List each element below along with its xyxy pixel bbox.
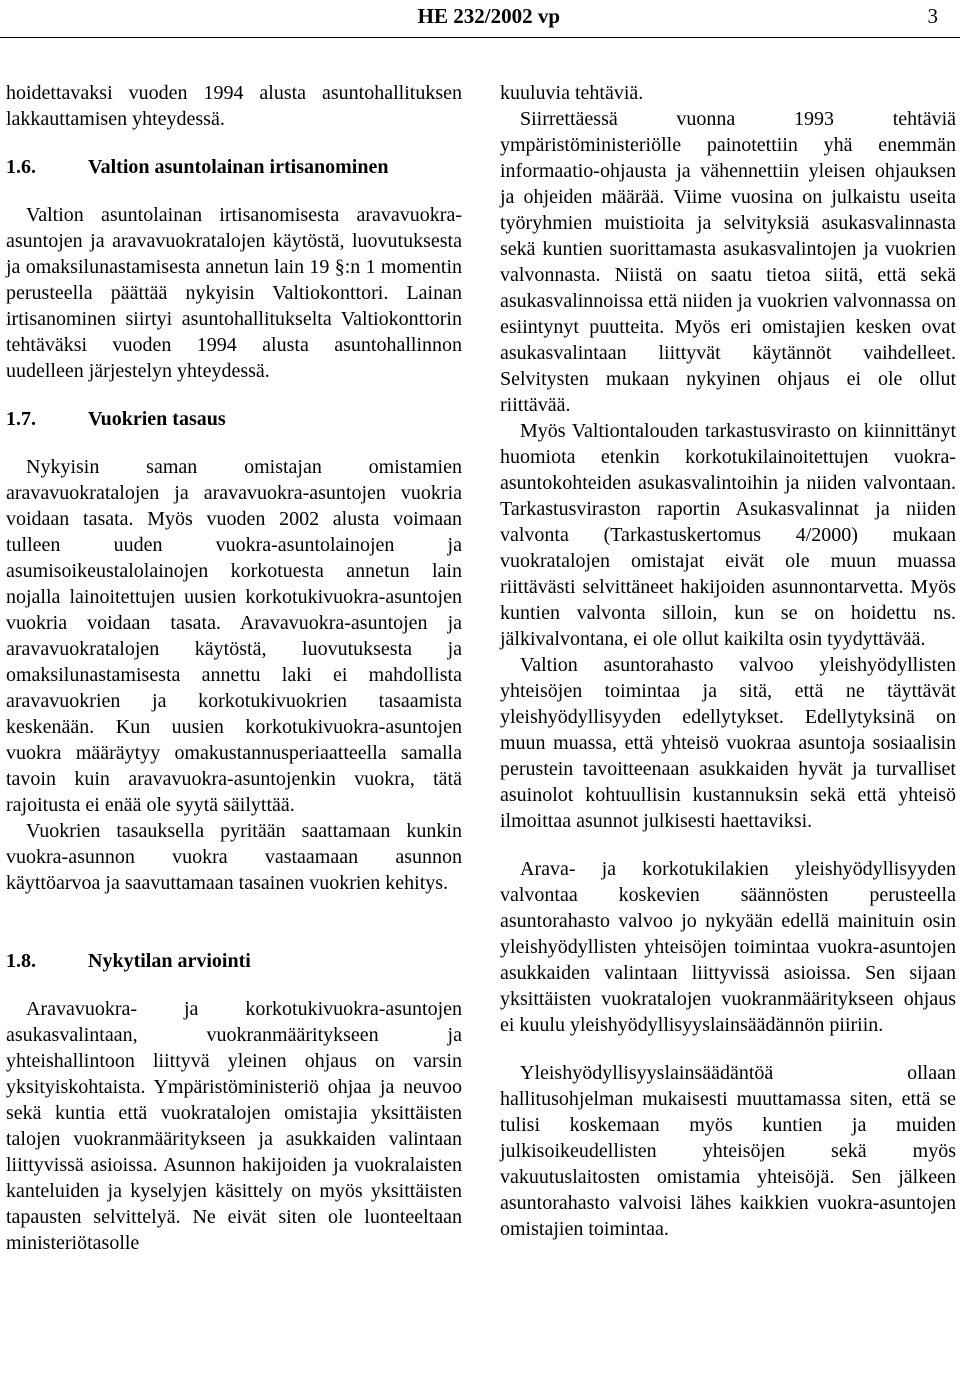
right-column — [500, 80, 956, 1242]
paragraph: Valtion asuntorahasto valvoo yleishyödyllisten yhteisöjen toimintaa ja sitä, että ne täyttävät yleishyödyllisyyden edellytykset. Edellytyksinä on muun muassa, että yhteisö vuokraa asuntoja sosiaalisin perustein tavoitteenaan asukkaiden hyvät ja turvalliset asuinolot kohtuullisin kustannuksin sekä että yhteisö ilmoittaa asunnot julkisesti haettaviksi. — [500, 654, 956, 832]
page-number: 3 — [927, 4, 938, 28]
section-number: 1.8. — [6, 950, 36, 972]
paragraph: Yleishyödyllisyyslainsäädäntöä ollaan hallitusohjelman mukaisesti muuttamassa siten, että se tulisi koskemaan myös kuntien ja muiden julkisoikeudellisten yhteisöjen sekä myös vakuutuslaitosten omistamia yhteisöjä. Sen jälkeen asuntorahasto valvoisi lähes kaikkien vuokra-asuntojen omistajien toimintaa. — [500, 1062, 956, 1240]
paragraph: Myös Valtiontalouden tarkastusvirasto on kiinnittänyt huomiota etenkin korkotukilainoitettujen vuokra-asuntokohteiden asukasvalintoihin ja niiden valvontaan. Tarkastusviraston raportin Asukasvalinnat ja niiden valvonta (Tarkastuskertomus 4/2000) mukaan vuokratalojen omistajat eivät ole muun muassa riittävästi selvittäneet hakijoiden asunnontarvetta. Myös kuntien valvonta silloin, kun se on hoidettu ns. jälkivalvontana, ei ole ollut kaikilta osin tyydyttävää. — [500, 420, 956, 650]
section-number: 1.7. — [6, 408, 36, 430]
section-title: Nykytilan arviointi — [88, 950, 251, 972]
intro-paragraph: hoidettavaksi vuoden 1994 alusta asuntohallituksen lakkauttamisen yhteydessä. — [6, 82, 462, 130]
section-title: Valtion asuntolainan irtisanominen — [88, 156, 389, 178]
paragraph: Nykyisin saman omistajan omistamien aravavuokratalojen ja aravavuokra-asuntojen vuokria voidaan tasata. Myös vuoden 2002 alusta voimaan tulleen uuden vuokra-asuntolainojen ja asumisoikeustalolainojen korkotuesta annetun lain nojalla lainoitettujen uusien korkotukivuokra-asuntojen vuokria voidaan tasata. Aravavuokra-asuntojen ja aravavuokratalojen käytöstä, luovutuksesta ja omaksilunastamisesta annettu laki ei mahdollista aravavuokrien ja korkotukivuokrien tasaamista keskenään. Kun uusien korkotukivuokra-asuntojen vuokra määräytyy omakustannusperiaatteella samalla tavoin kuin aravavuokra-asuntojenkin vuokra, tätä rajoitusta ei enää ole syytä säilyttää. — [6, 456, 462, 816]
paragraph: Aravavuokra- ja korkotukivuokra-asuntojen asukasvalintaan, vuokranmääritykseen ja yhteishallintoon liittyvä yleinen ohjaus on varsin yksityiskohtaista. Ympäristöministeriö ohjaa ja neuvoo sekä kuntia että vuokratalojen omistajia yksittäisten talojen vuokranmääritykseen ja asukkaiden valintaan liittyvissä asioissa. Asunnon hakijoiden ja vuokralaisten kanteluiden ja kyselyjen käsittely on myös yksittäisten tapausten selvittelyä. Ne eivät siten ole luonteeltaan ministeriötasolle — [6, 998, 462, 1254]
section-number: 1.6. — [6, 156, 36, 178]
paragraph: Valtion asuntolainan irtisanomisesta aravavuokra-asuntojen ja aravavuokratalojen käytöstä, luovutuksesta ja omaksilunastamisesta annetun lain 19 §:n 1 momentin perusteella päättää nykyisin Valtiokonttori. Lainan irtisanominen siirtyi asuntohallitukselta Valtiokonttorin tehtäväksi vuoden 1994 alusta asuntohallinnon uudelleen järjestelyn yhteydessä. — [6, 204, 462, 382]
left-column — [6, 80, 462, 1256]
paragraph: Arava- ja korkotukilakien yleishyödyllisyyden valvontaa koskevien säännösten perusteella asuntorahasto valvoo jo nykyään edellä mainituin osin yleishyödyllisten yhteisöjen toimintaa vuokra-asuntojen asukkaiden valintaan liittyvissä asioissa. Sen sijaan yksittäisten vuokratalojen vuokranmääritykseen ohjaus ei kuulu yleishyödyllisyyslainsäädännön piiriin. — [500, 858, 956, 1036]
header-rule — [0, 37, 960, 38]
document-id: HE 232/2002 vp — [417, 4, 560, 28]
section-heading-1-8 — [6, 948, 462, 974]
page-header — [0, 0, 960, 40]
section-title: Vuokrien tasaus — [88, 408, 226, 430]
continuation-text: kuuluvia tehtäviä. — [500, 82, 644, 104]
section-heading-1-7 — [6, 406, 462, 432]
section-heading-1-6 — [6, 154, 462, 180]
paragraph: Siirrettäessä vuonna 1993 tehtäviä ympäristöministeriölle painotettiin yhä enemmän informaatio-ohjausta ja vähennettiin yleisen ohjauksen ja ohjeiden määrää. Viime vuosina on julkaistu useita työryhmien muistioita ja selvityksiä asukasvalinnasta sekä kuntien suorittamasta asukasvalintojen ja vuokrien valvonnasta. Niistä on saatu tietoa siitä, että sekä asukasvalinnoissa että niiden ja vuokrien valvonnassa on esiintynyt puutteita. Myös eri omistajien kesken ovat asukasvalintaan liittyvät käytännöt vaihdelleet. Selvitysten mukaan nykyinen ohjaus ei ole ollut riittävää. — [500, 108, 956, 416]
paragraph: Vuokrien tasauksella pyritään saattamaan kunkin vuokra-asunnon vuokra vastaamaan asunnon käyttöarvoa ja saavuttamaan tasainen vuokrien kehitys. — [6, 820, 462, 894]
